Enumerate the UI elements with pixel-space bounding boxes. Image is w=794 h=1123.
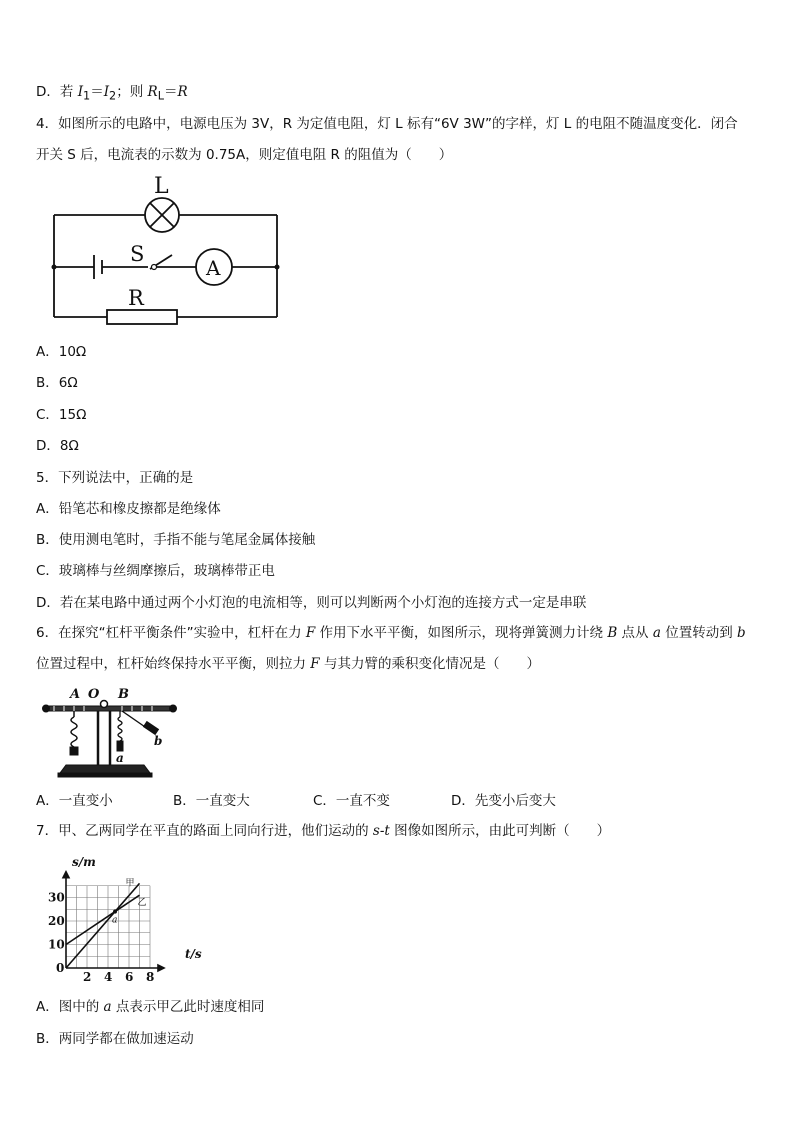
series-label-2: 乙 [137,898,147,909]
y-tick-label: 0 [56,961,65,975]
q7-st-chart [40,848,210,983]
intersection-label: a [112,915,118,926]
var-I1: I [77,84,84,100]
y-tick-label: 10 [48,937,65,952]
q5-option-c: C．玻璃棒与丝绸摩擦后，玻璃棒带正电 [36,563,275,579]
var-point-a: a [103,999,112,1015]
q6-text-1d: 位置转动到 [660,625,738,641]
q3-option-d-prefix: D．若 [36,84,78,100]
series-label-1: 甲 [125,878,135,889]
switch-label: S [130,242,145,266]
label-B: B [118,687,129,702]
label-b: b [154,734,163,748]
q4-option-d: D．8Ω [36,438,79,454]
lamp-label: L [154,174,169,199]
var-I2: I [103,84,110,100]
x-axis-label: t/s [185,947,202,961]
q6-options-row [36,791,556,811]
label-O: O [88,687,100,702]
var-B: B [607,625,618,641]
q6-text-1b: 作用下水平平衡，如图所示，现将弹簧测力计绕 [315,625,608,641]
q6-option-c: C．一直不变 [313,793,390,809]
q5-option-b: B．使用测电笔时，手指不能与笔尾金属体接触 [36,532,316,548]
junction-left [52,265,57,270]
q6-option-b: B．一直变大 [173,793,250,809]
q7-text-b: 图像如图所示，由此可判断（ ） [389,823,611,839]
x-tick-label: 4 [104,970,113,984]
label-A: A [70,687,81,702]
q7-option-a-text-1: A．图中的 [36,999,104,1015]
y-tick-label: 30 [48,890,65,905]
q7-text-a: 7．甲、乙两同学在平直的路面上同向行进，他们运动的 [36,823,373,839]
q6-option-d: D．先变小后变大 [451,793,556,809]
q5-option-d: D．若在某电路中通过两个小灯泡的电流相等，则可以判断两个小灯泡的连接方式一定是串联 [36,595,587,611]
sub-1: 1 [83,89,91,103]
q6-lever-diagram [40,685,180,780]
q6-option-a: A．一直变小 [36,793,113,809]
q4-option-a: A．10Ω [36,344,87,360]
q6-text-1a: 6．在探究“杠杆平衡条件”实验中，杠杆在力 [36,625,306,641]
q4-option-b: B．6Ω [36,375,78,391]
q6-stem-line1 [36,623,746,643]
q6-text-2a: 位置过程中，杠杆始终保持水平平衡，则拉力 [36,656,311,672]
y-axis-arrow [63,872,69,878]
var-F: F [305,625,316,641]
q4-stem-line1: 4．如图所示的电路中，电源电压为 3V，R 为定值电阻，灯 L 标有“6V 3W”的字样，灯 L 的电阻不随温度变化．闭合 [36,116,738,132]
q4-stem-line2: 开关 S 后，电流表的示数为 0.75A，则定值电阻 R 的阻值为（ ） [36,147,453,163]
q7-stem [36,821,610,841]
q6-text-2b: 与其力臂的乘积变化情况是（ ） [319,656,540,672]
y-axis-label: s/m [72,855,96,869]
label-a: a [116,751,124,765]
var-a: a [652,625,661,641]
pivot-O [101,701,108,708]
var-b: b [737,625,746,641]
equals-sign-2: ＝ [163,84,178,100]
intersection-point [113,910,117,914]
q4-circuit-diagram [50,175,300,325]
q7-option-a [36,997,264,1017]
q7-option-a-text-2: 点表示甲乙此时速度相同 [111,999,265,1015]
junction-right [275,265,280,270]
q6-text-1c: 点从 [617,625,653,641]
var-RL: R [147,84,158,100]
resistor-symbol [107,310,177,324]
q6-stem-line2 [36,654,540,674]
x-axis-arrow [158,965,164,971]
x-tick-label: 6 [125,970,134,984]
q7-option-b: B．两同学都在做加速运动 [36,1031,194,1047]
x-tick-label: 8 [146,970,155,984]
sub-2: 2 [109,89,117,103]
resistor-label: R [128,286,144,310]
q3-mid-text: ；则 [116,84,148,100]
series-line-1 [66,883,140,968]
y-tick-label: 20 [48,914,65,928]
q5-option-a: A．铅笔芯和橡皮擦都是绝缘体 [36,501,221,517]
var-R: R [177,84,188,100]
sub-L: L [157,89,164,103]
series-line-2 [66,895,140,944]
equals-sign: ＝ [90,84,104,100]
ammeter-label: A [206,256,221,280]
q4-option-c: C．15Ω [36,407,87,423]
x-tick-label: 2 [83,970,92,984]
var-st: s-t [372,823,390,839]
q3-option-d [36,82,188,107]
var-F-2: F [310,656,320,672]
q5-stem: 5．下列说法中，正确的是 [36,470,194,486]
